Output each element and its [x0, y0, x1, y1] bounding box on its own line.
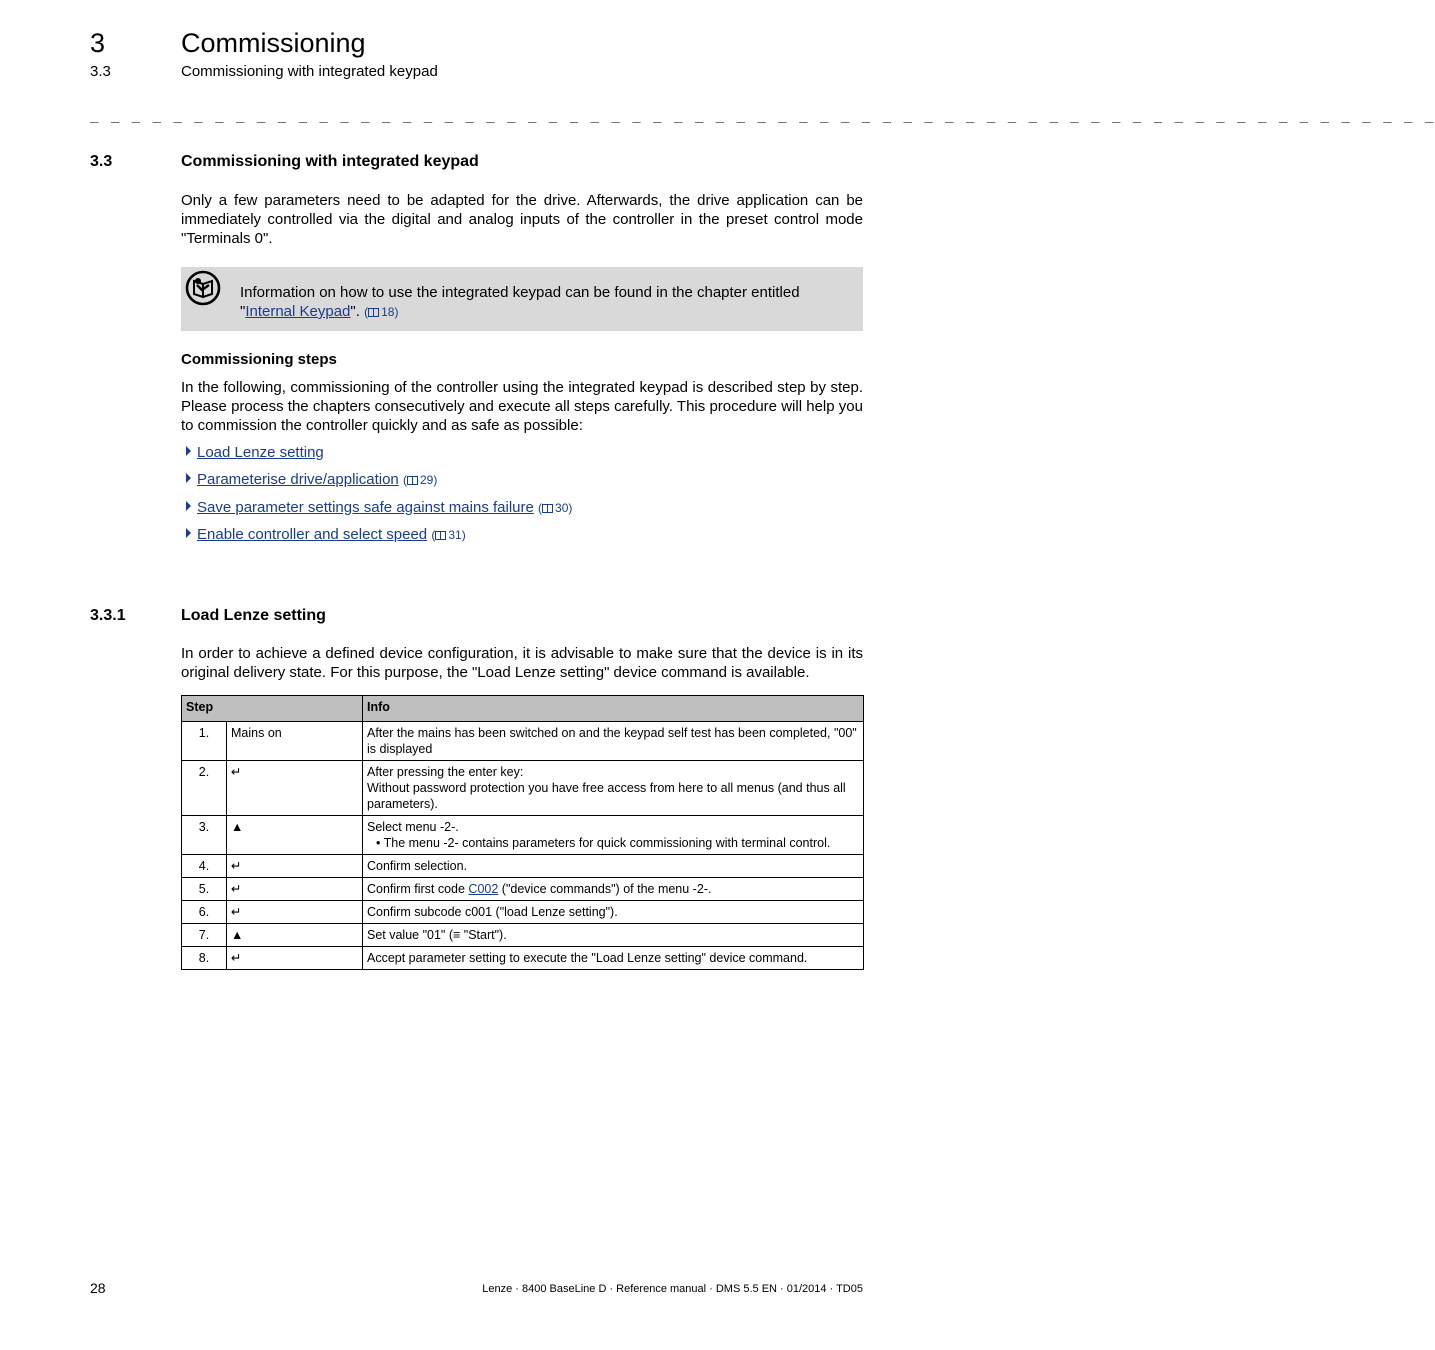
enter-key-icon: ↵	[227, 855, 363, 878]
step-info-line: Without password protection you have free access from here to all menus (and thus all parameters).	[367, 781, 846, 811]
section-title: Commissioning with integrated keypad	[181, 153, 479, 170]
link-item[interactable]	[186, 525, 572, 552]
subsection-number: 3.3.1	[90, 607, 126, 624]
table-row	[182, 816, 864, 855]
step-column-header: Step	[182, 696, 363, 722]
step-number: 2.	[182, 761, 227, 816]
chapter-link-list	[186, 443, 572, 552]
step-info	[363, 761, 864, 816]
step-number: 6.	[182, 901, 227, 924]
table-row	[182, 761, 864, 816]
step-info-bullet: • The menu -2- contains parameters for quick commissioning with terminal control.	[376, 836, 831, 850]
step-key: Mains on	[227, 722, 363, 761]
book-icon	[368, 308, 379, 317]
page-ref-number: 31	[448, 527, 462, 542]
table-row	[182, 878, 864, 901]
parameterise-drive-link[interactable]: Parameterise drive/application	[197, 471, 399, 489]
section-intro: Only a few parameters need to be adapted for the drive. Afterwards, the drive application can be immediately controlled via the digital and analog inputs of the controller in the preset control mode "Terminals 0".	[181, 192, 863, 247]
user-manual-icon	[185, 270, 221, 306]
subsection-title: Load Lenze setting	[181, 607, 326, 624]
book-icon	[542, 504, 553, 513]
info-text-after: ".	[350, 303, 360, 320]
header-section-title: Commissioning with integrated keypad	[181, 63, 438, 80]
table-row	[182, 855, 864, 878]
enter-key-icon: ↵	[227, 901, 363, 924]
steps-table	[181, 695, 864, 970]
arrow-right-icon	[186, 501, 191, 511]
info-box	[181, 267, 863, 331]
enter-key-icon: ↵	[227, 947, 363, 970]
header-section-number: 3.3	[90, 63, 111, 80]
arrow-right-icon	[186, 473, 191, 483]
step-number: 7.	[182, 924, 227, 947]
page-ref-number: 18	[381, 305, 395, 319]
enter-key-icon: ↵	[227, 878, 363, 901]
page-ref[interactable]: ( 29)	[402, 473, 438, 488]
up-arrow-key-icon: ▲	[227, 816, 363, 855]
enter-key-icon: ↵	[227, 761, 363, 816]
table-header-row	[182, 696, 864, 722]
table-row	[182, 901, 864, 924]
step-info	[363, 816, 864, 855]
step-info-text: ("device commands") of the menu -2-.	[498, 882, 712, 896]
step-info-line: Select menu -2-.	[367, 820, 459, 834]
chapter-number: 3	[90, 28, 106, 58]
arrow-right-icon	[186, 528, 191, 538]
page-ref-number: 29	[419, 473, 434, 488]
section-number: 3.3	[90, 153, 113, 170]
step-info-text: Confirm first code	[367, 882, 469, 896]
header-divider: _ _ _ _ _ _ _ _ _ _ _ _ _ _ _ _ _ _ _ _ _ _ _ _ _ _ _ _ _ _ _ _ _ _ _ _ _ _ _ _ _ _ _ _ _ _ _ _ _ _ _ _ _ _ _ _ _ _ _ _ _ _ _ _ _	[90, 107, 1435, 123]
step-number: 3.	[182, 816, 227, 855]
internal-keypad-link[interactable]: Internal Keypad	[245, 303, 351, 320]
page-ref[interactable]: ( 18)	[364, 305, 399, 319]
commissioning-steps-heading: Commissioning steps	[181, 351, 337, 368]
info-column-header: Info	[363, 696, 864, 722]
enable-controller-link[interactable]: Enable controller and select speed	[197, 525, 428, 543]
book-icon	[435, 531, 446, 540]
table-row	[182, 722, 864, 761]
subsection-description: In order to achieve a defined device configuration, it is advisable to make sure that the device is in its original delivery state. For this purpose, the "Load Lenze setting" device command is available.	[181, 645, 863, 681]
step-info: After the mains has been switched on and the keypad self test has been completed, "00" is displayed	[363, 722, 864, 761]
page-ref[interactable]: ( 30)	[538, 500, 573, 515]
step-info: Set value "01" (≡ "Start").	[363, 924, 864, 947]
step-info: Confirm subcode c001 ("load Lenze setting").	[363, 901, 864, 924]
up-arrow-key-icon: ▲	[227, 924, 363, 947]
arrow-right-icon	[186, 446, 191, 456]
book-icon	[407, 476, 418, 485]
step-info-line: After pressing the enter key:	[367, 765, 524, 779]
chapter-title: Commissioning	[181, 28, 366, 58]
link-item[interactable]	[186, 443, 572, 470]
table-row	[182, 947, 864, 970]
info-text-before: Information on how to use the integrated keypad can be found in the chapter entitled "	[240, 284, 800, 320]
step-number: 8.	[182, 947, 227, 970]
step-info: Accept parameter setting to execute the "Load Lenze setting" device command.	[363, 947, 864, 970]
link-item[interactable]	[186, 470, 572, 497]
link-item[interactable]	[186, 498, 572, 525]
page-ref[interactable]: ( 31)	[431, 527, 466, 542]
save-parameter-settings-link[interactable]: Save parameter settings safe against mains failure	[197, 498, 534, 516]
step-number: 1.	[182, 722, 227, 761]
page-number: 28	[90, 1280, 106, 1296]
c002-link[interactable]: C002	[468, 882, 499, 896]
footer-doc-info: Lenze · 8400 BaseLine D · Reference manual · DMS 5.5 EN · 01/2014 · TD05	[482, 1283, 863, 1295]
step-info	[363, 878, 864, 901]
step-number: 5.	[182, 878, 227, 901]
table-row	[182, 924, 864, 947]
commissioning-steps-description: In the following, commissioning of the controller using the integrated keypad is described step by step. Please process the chapters consecutively and execute all steps carefully. This procedure will help you to commission the controller quickly and as safe as possible:	[181, 379, 863, 434]
page-ref-number: 30	[555, 500, 569, 515]
step-info: Confirm selection.	[363, 855, 864, 878]
load-lenze-setting-link[interactable]: Load Lenze setting	[197, 444, 324, 461]
info-text	[240, 283, 850, 322]
step-number: 4.	[182, 855, 227, 878]
